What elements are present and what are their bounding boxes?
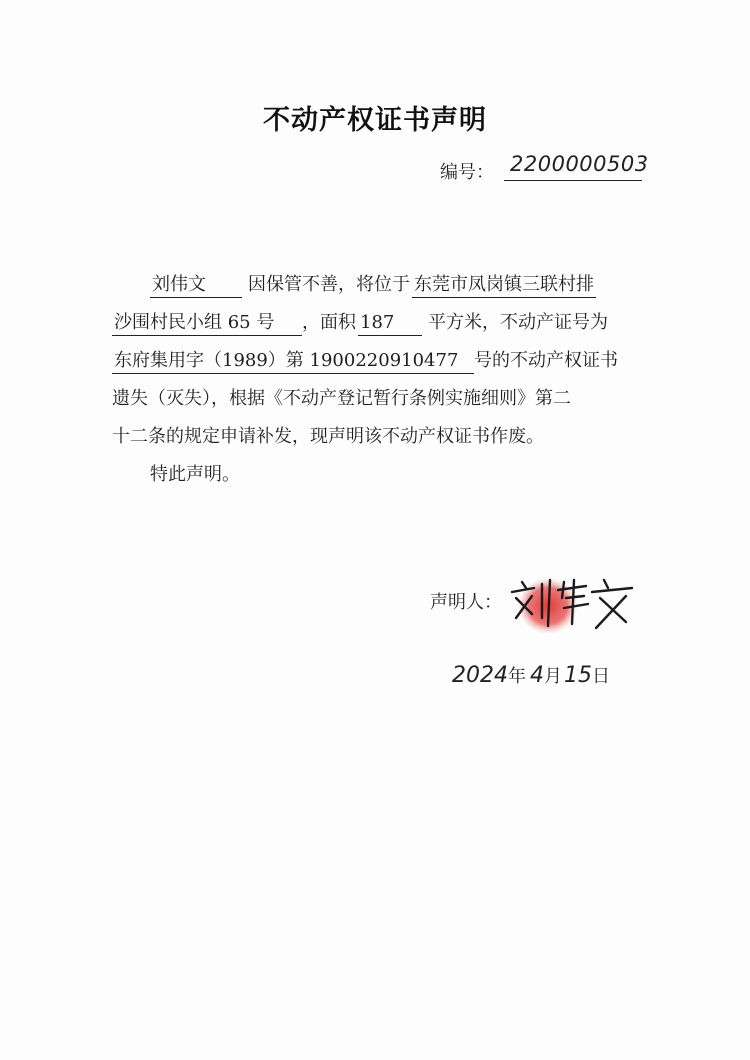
date-year: 2024 (452, 663, 508, 688)
number-value: 2200000503 (510, 152, 649, 176)
handwritten-signature (508, 574, 638, 634)
statement-line-6: 特此声明。 (150, 464, 240, 485)
location-part-2: 沙围村民小组 65 号 (114, 312, 275, 333)
statement-text: 因保管不善，将位于 (248, 274, 410, 295)
statement-line-5: 十二条的规定申请补发，现声明该不动产权证书作废。 (112, 426, 544, 447)
document-title: 不动产权证书声明 (263, 105, 487, 136)
declarant-label: 声明人： (430, 592, 502, 613)
number-underline (504, 180, 642, 181)
statement-line-2 (112, 304, 608, 342)
declaration-date (452, 662, 632, 702)
document-number-row (440, 152, 649, 186)
certificate-number: 东府集用字（1989）第 1900220910477 (114, 350, 459, 371)
statement-line-3 (112, 342, 618, 380)
statement-text: 号的不动产权证书 (474, 350, 618, 371)
area-field (358, 311, 422, 336)
date-month-char: 月 (544, 666, 562, 687)
date-day: 15 (564, 663, 592, 688)
statement-line-4: 遗失（灭失），根据《不动产登记暂行条例实施细则》第二 (112, 388, 571, 409)
area-value: 187 (360, 312, 395, 333)
statement-line-1 (150, 266, 596, 304)
declarant-row (430, 582, 630, 632)
date-month: 4 (530, 663, 544, 688)
location-field-1: 东莞市凤岗镇三联村排 (412, 273, 596, 298)
date-day-char: 日 (592, 666, 610, 687)
location-field-2 (112, 311, 302, 336)
statement-text: ，面积 (302, 312, 356, 333)
owner-name: 刘伟文 (152, 274, 206, 295)
date-year-char: 年 (508, 666, 526, 687)
certificate-number-field (112, 349, 474, 374)
number-label: 编号： (440, 162, 494, 183)
owner-name-field (150, 273, 242, 298)
statement-text: 平方米，不动产证号为 (428, 312, 608, 333)
